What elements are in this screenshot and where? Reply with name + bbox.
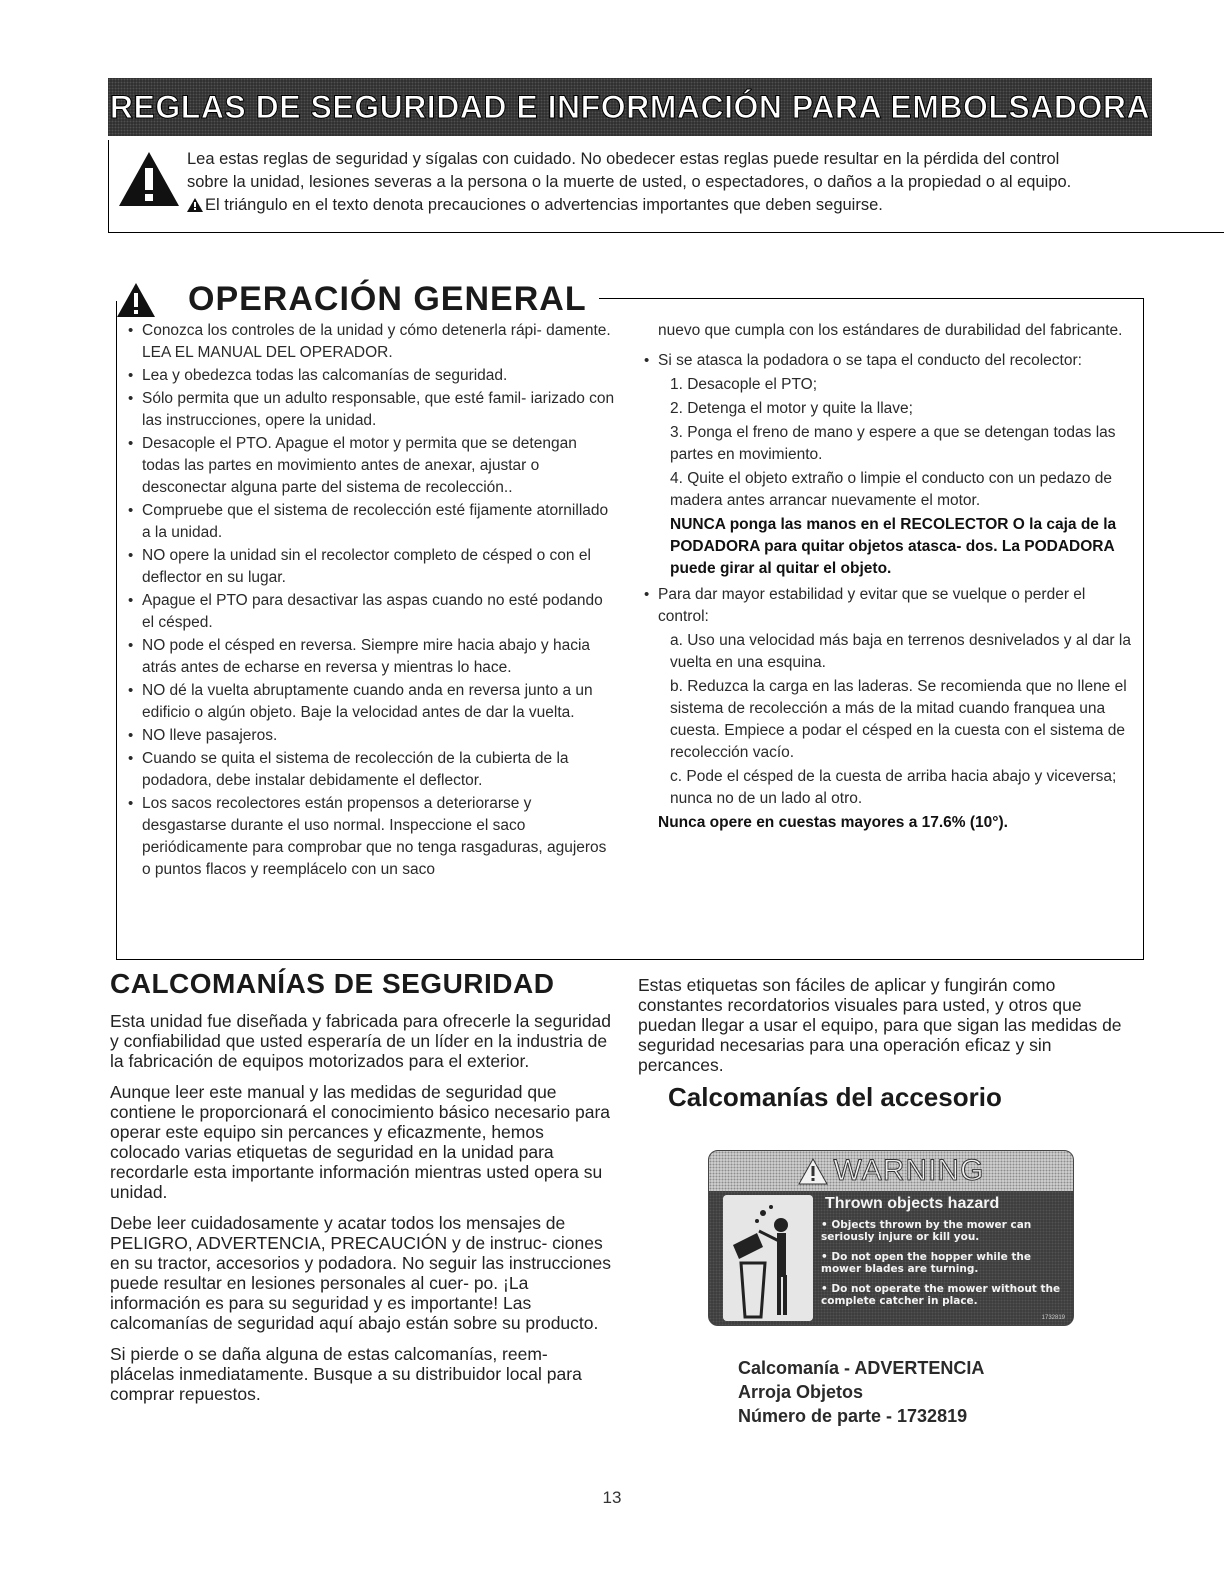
safety-decals-title: CALCOMANÍAS DE SEGURIDAD [110,968,555,999]
jam-intro: Si se atasca la podadora o se tapa el conducto del recolector: [658,352,1082,369]
list-item: • NO pode el césped en reversa. Siempre mire hacia abajo y hacia atrás antes de echarse en reversa y mientras lo hace. [126,635,618,679]
intro-line-3 [187,194,1217,217]
safety-decals-text [110,1011,616,1415]
intro-text [187,148,1217,217]
list-item [642,584,1132,810]
warning-triangle-icon [798,1158,828,1185]
intro-warning-box [108,140,1224,233]
caption-line: Número de parte - 1732819 [738,1406,968,1426]
section-banner [108,78,1152,136]
stability-steps [658,630,1132,810]
intro-line-1: Lea estas reglas de seguridad y sígalas con cuidado. No obedecer estas reglas puede resultar en la pérdida del control [187,150,1060,168]
accessory-decals-title: Calcomanías del accesorio [668,1082,1002,1112]
stability-intro: Para dar mayor estabilidad y evitar que se vuelque o perder el control: [658,586,1086,625]
general-rules-list [126,320,618,881]
paragraph: Debe leer cuidadosamente y acatar todos los mensajes de PELIGRO, ADVERTENCIA, PRECAUCIÓN y de instruc- ciones en su tractor, accesorios y podadora. No seguir las instrucciones puede resultar en lesiones personales al cuer- po. ¡La información es para su seguridad y es importante! Las calcomanías de seguridad aquí abajo están sobre su producto. [110,1213,611,1333]
decal-caption [738,1356,984,1428]
jam-list [642,350,1132,810]
hazard-title: Thrown objects hazard [825,1195,1000,1212]
slope-warning: Nunca opere en cuestas mayores a 17.6% (10°). [658,814,1008,831]
warning-body [709,1191,1073,1326]
stability-step: a. Uso una velocidad más baja en terrenos desnivelados y al dar la vuelta en una esquina. [670,632,1131,671]
paragraph: Esta unidad fue diseñada y fabricada para ofrecerle la seguridad y confiabilidad que usted esperaría de un líder en la industria de la fabricación de equipos motorizados para el exterior. [110,1011,612,1071]
paragraph: Si pierde o se daña alguna de estas calcomanías, reem- plácelas inmediatamente. Busque a su distribuidor local para comprar repuestos. [110,1344,582,1404]
list-item: • Los sacos recolectores están propensos a deteriorarse y desgastarse durante el uso normal. Inspeccione el saco periódicamente para comprobar que no tenga rasgaduras, agujeros o puntos flacos y reemplácelo con un saco [126,793,618,881]
jam-steps [658,374,1132,580]
general-right-column [642,320,1132,834]
hazard-item: • Objects thrown by the mower can seriously injure or kill you. [821,1219,1032,1243]
paragraph: Aunque leer este manual y las medidas de seguridad que contiene le proporcionará el conocimiento básico necesario para operar este equipo sin percances y eficazmente, hemos colocado varias etiquetas de seguridad en la unidad para recordarle esta importante información mientras usted opera su unidad. [110,1082,611,1202]
list-item: • Sólo permita que un adulto responsable, que esté famil- iarizado con las instrucciones, opere la unidad. [126,388,618,432]
continued-text: nuevo que cumpla con los estándares de durabilidad del fabricante. [658,322,1123,339]
stability-step: c. Pode el césped de la cuesta de arriba hacia abajo y viceversa; nunca no de un lado al otro. [670,768,1117,807]
list-item: • Lea y obedezca todas las calcomanías de seguridad. [126,365,618,387]
jam-step: 4. Quite el objeto extraño o limpie el conducto con un pedazo de madera antes arrancar nuevamente el motor. [670,470,1113,509]
warning-decal-image [708,1150,1074,1326]
list-item: • NO dé la vuelta abruptamente cuando anda en reversa junto a un edificio o algún objeto. Baje la velocidad antes de dar la vuelta. [126,680,618,724]
list-item [642,350,1132,580]
banner-title: REGLAS DE SEGURIDAD E INFORMACIÓN PARA EMBOLSADORA [109,88,1151,125]
safety-decals-text-right [638,975,1128,1075]
hazard-item: • Do not open the hopper while the mower blades are turning. [821,1251,1032,1275]
stability-step: b. Reduzca la carga en las laderas. Se recomienda que no llene el sistema de recolección a más de la mitad cuando franquea una cuesta. Empiece a podar el césped en la cuesta con el sistema de recolección vacío. [670,678,1127,761]
jam-step: 1. Desacople el PTO; [670,376,818,393]
list-item: • Compruebe que el sistema de recolección esté fijamente atornillado a la unidad. [126,500,618,544]
jam-warning: NUNCA ponga las manos en el RECOLECTOR O la caja de la PODADORA para quitar objetos atasca- dos. La PODADORA puede girar al quitar el objeto. [670,516,1117,577]
thrown-objects-pictogram-icon [723,1195,813,1321]
page-number: 13 [602,1488,622,1507]
warning-triangle-icon [116,282,156,318]
caption-line: Arroja Objetos [738,1382,864,1402]
general-operation-header [116,280,1156,322]
list-item: • Cuando se quita el sistema de recolección de la cubierta de la podadora, debe instalar debidamente el deflector. [126,748,618,792]
warning-triangle-icon [117,150,181,208]
jam-step: 3. Ponga el freno de mano y espere a que se detengan todas las partes en movimiento. [670,424,1116,463]
small-warning-triangle-icon [187,198,203,212]
jam-step: 2. Detenga el motor y quite la llave; [670,400,913,417]
list-item: • NO opere la unidad sin el recolector completo de césped o con el deflector en su lugar. [126,545,618,589]
intro-line-2: sobre la unidad, lesiones severas a la persona o la muerte de usted, o espectadores, o daños a la propiedad o al equipo. [187,173,1072,191]
list-item: • Desacople el PTO. Apague el motor y permita que se detengan todas las partes en movimiento antes de anexar, ajustar o desconectar alguna parte del sistema de recolección.. [126,433,618,499]
list-item: • Apague el PTO para desactivar las aspas cuando no esté podando el césped. [126,590,618,634]
warning-band [709,1151,1073,1191]
list-item: • Conozca los controles de la unidad y cómo detenerla rápi- damente. LEA EL MANUAL DEL OPERADOR. [126,320,618,364]
intro-line-3-text: El triángulo en el texto denota precauciones o advertencias importantes que deben seguirse. [205,196,883,214]
caption-line: Calcomanía - ADVERTENCIA [738,1358,985,1378]
general-operation-title: OPERACIÓN GENERAL [188,280,587,318]
list-item: • NO lleve pasajeros. [126,725,618,747]
warning-heading: WARNING [833,1154,985,1187]
hazard-item: • Do not operate the mower without the complete catcher in place. [821,1283,1061,1307]
decal-part-number: 1732819 [1041,1315,1065,1321]
paragraph: Estas etiquetas son fáciles de aplicar y fungirán como constantes recordatorios visuales para usted, y otros que puedan llegar a usar el equipo, para que sigan las medidas de seguridad necesarias para una operación eficaz y sin percances. [638,975,1122,1075]
general-left-column [126,320,618,882]
